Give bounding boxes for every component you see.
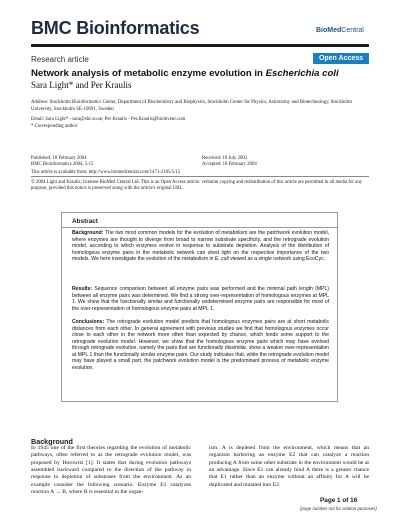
received-date: Received: 18 July 2003 xyxy=(202,156,248,161)
publisher-logo[interactable] xyxy=(316,27,364,34)
abstract-heading: Abstract xyxy=(72,218,98,225)
background-text: The two most common models for the evolution of metabolism are the patchwork evolution model, where enzymes are thought to diverge from broad to narrow substrate specificity, and the retrograde evolution model, according to which enzymes evolve in response to substrate depletion. Analysis of the distribution of homologous enzyme pairs in the metabolic network can shed light on the respective importance of the two models. We here investigate the evolution of the metabolism in xyxy=(72,230,329,262)
email-line[interactable]: Email: Sara Light* - sara@sbc.su.se; Per Kraulis - Per.Kraulis@bioinvent.com xyxy=(31,117,186,122)
journal-title: BMC Bioinformatics xyxy=(31,18,200,38)
abstract-rule xyxy=(62,227,337,228)
page-note: (page number not for citation purposes) xyxy=(300,506,377,511)
abstract-results xyxy=(72,286,329,312)
logo-central: Central xyxy=(341,27,364,34)
corresponding-note: * Corresponding author xyxy=(31,123,78,129)
accepted-date: Accepted: 18 February 2004 xyxy=(202,162,257,168)
background-heading: Background xyxy=(31,437,73,446)
body-column-right: ism. A is depleted from the environment, which means that an organism harboring an enzyme E2 that can catalyze a reaction producing A from some other substrate in the environment would be at an advantage. Since E1 can already bind A there is a greater chance that E1 rather than an enzyme without an affinity for A will be duplicated and mutated into E2. xyxy=(209,445,369,488)
meta-divider xyxy=(31,176,369,177)
page-number: Page 1 of 16 xyxy=(320,497,358,504)
author-emails xyxy=(31,117,371,130)
background-species: E. coli xyxy=(214,256,229,262)
header-rule xyxy=(31,44,369,47)
article-url[interactable]: This article is available from: http://www.biomedcentral.com/1471-2105/5/15 xyxy=(31,170,181,175)
results-label: Results: xyxy=(72,286,93,292)
page-header xyxy=(0,0,400,46)
abstract-conclusions xyxy=(72,319,329,371)
abstract-background xyxy=(72,230,329,263)
logo-bmc: BioMed xyxy=(316,27,342,34)
publication-info xyxy=(31,156,93,168)
title-species: Escherichia coli xyxy=(265,68,339,79)
article-authors: Sara Light* and Per Kraulis xyxy=(31,80,132,90)
title-text: Network analysis of metabolic enzyme evolution in xyxy=(31,68,266,79)
abstract-box xyxy=(61,212,338,402)
conclusions-label: Conclusions: xyxy=(72,319,105,325)
conclusions-text: The retrograde evolution model predicts that homologous enzymes pairs are at short metabolic distances from each other. In general agreement with previous studies we find that homologous enzymes occur close to each other in the network more often than expected by chance, which lends some support to the retrograde evolution model. However, we show that the homologous enzyme pairs which may have evolved through retrograde evolution, namely the pairs that are functionally dissimilar, show a weaker over-representation at MPL 1 than the functionally similar enzyme pairs. Our study indicates that, while the retrograde evolution model may have played a small part, the patchwork evolution model is the predominant process of metabolic enzyme evolution. xyxy=(72,319,329,371)
published-date: Published: 18 February 2004 xyxy=(31,156,87,161)
license-text: © 2004 Light and Kraulis; licensee BioMed Central Ltd. This is an Open Access article: verbatim copying and redistribution of this article are permitted in all media for any purpose, provided this notice is preserved along with the article's original URL. xyxy=(31,180,363,192)
background-tail: viewed as a single network using EcoCyc. xyxy=(228,256,326,262)
review-dates xyxy=(202,156,257,168)
body-column-left: In 1945 one of the first theories regarding the evolution of metabolic pathways, often referred to as the retrograde evolution model, was proposed by Horowitz [1]. It states that during evolution pathways assembled backward compared to the direction of the pathway in response to depletion of substrates from the environment. As an example consider the following scenario: Enzyme E1 catalyzes reaction A → B, where B is essential to the organ- xyxy=(31,445,191,496)
citation: BMC Bioinformatics 2004, 5:15 xyxy=(31,162,94,168)
article-title xyxy=(31,68,371,79)
background-label: Background: xyxy=(72,230,104,236)
author-affiliation: Address: Stockholm Bioinformatics Center, Department of Biochemistry and Biophysics, Stockholm Center for Physics, Astronomy and Biotechnology, Stockholm University, Stockholm SE-10691, Sweden xyxy=(31,100,352,112)
open-access-badge[interactable]: Open Access xyxy=(313,53,369,64)
article-type: Research article xyxy=(31,55,89,64)
results-text: Sequence comparison between all enzyme pairs was performed and the minimal path length (MPL) between all enzyme pairs was determined. We find a strong over-representation of homologous enzymes at MPL 1. We show that the functionally similar and functionally undetermined enzyme pairs are responsible for most of the over-representation of homologous enzyme pairs at MPL 1. xyxy=(72,286,329,312)
